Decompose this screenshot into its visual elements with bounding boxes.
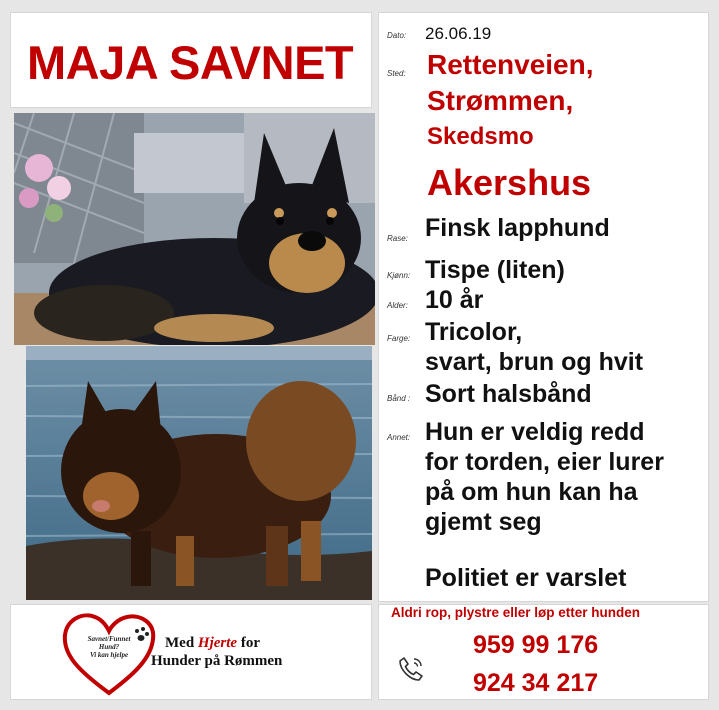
farge-label: Farge: — [387, 334, 411, 343]
sted-line-1: Rettenveien, — [427, 49, 594, 80]
org-logo-panel — [10, 604, 372, 700]
kjonn-value: Tispe (liten) — [425, 256, 565, 284]
info-panel — [378, 12, 709, 602]
rase-label: Rase: — [387, 234, 408, 243]
band-value: Sort halsbånd — [425, 380, 592, 408]
band-label: Bånd : — [387, 394, 411, 403]
politi-note: Politiet er varslet — [425, 564, 627, 592]
sted-line-4: Akershus — [427, 162, 592, 203]
sted-line-2: Strømmen, — [427, 85, 574, 116]
org-name-line-1 — [165, 635, 260, 652]
annet-line-3: på om hun kan ha — [425, 478, 638, 506]
contact-panel — [378, 604, 709, 700]
org-med: Med — [165, 635, 198, 651]
alder-label: Alder: — [387, 301, 408, 310]
annet-line-4: gjemt seg — [425, 508, 542, 536]
dog-photo-standing — [26, 346, 372, 600]
dato-value: 26.06.19 — [425, 24, 492, 43]
page-title: MAJA SAVNET — [27, 36, 354, 89]
annet-line-1: Hun er veldig redd — [425, 418, 645, 446]
farge-line-1: Tricolor, — [425, 318, 523, 346]
annet-line-2: for torden, eier lurer — [425, 448, 664, 476]
dato-label: Dato: — [387, 31, 407, 40]
warning-text: Aldri rop, plystre eller løp etter hunden — [391, 605, 641, 620]
org-hjerte: Hjerte — [197, 635, 238, 651]
rase-value: Finsk lapphund — [425, 214, 610, 242]
sted-label: Sted: — [387, 69, 406, 78]
heart-text-3: Vi kan hjelpe — [89, 651, 129, 659]
kjonn-label: Kjønn: — [387, 271, 411, 280]
farge-line-2: svart, brun og hvit — [425, 348, 644, 376]
paw-icon — [135, 627, 149, 641]
title-panel — [10, 12, 372, 108]
phone-number-1[interactable]: 959 99 176 — [473, 631, 599, 659]
annet-label: Annet: — [387, 433, 411, 442]
phone-number-2[interactable]: 924 34 217 — [473, 669, 599, 697]
org-name-line-2: Hunder på Rømmen — [151, 653, 283, 669]
org-for: for — [237, 635, 260, 651]
heart-text-1: Savnet/Funnet — [87, 635, 131, 643]
phone-icon — [397, 655, 425, 683]
dog-photo-lying — [14, 113, 375, 345]
alder-value: 10 år — [425, 286, 484, 314]
sted-line-3: Skedsmo — [427, 123, 534, 150]
heart-text-2: Hund? — [98, 643, 120, 651]
